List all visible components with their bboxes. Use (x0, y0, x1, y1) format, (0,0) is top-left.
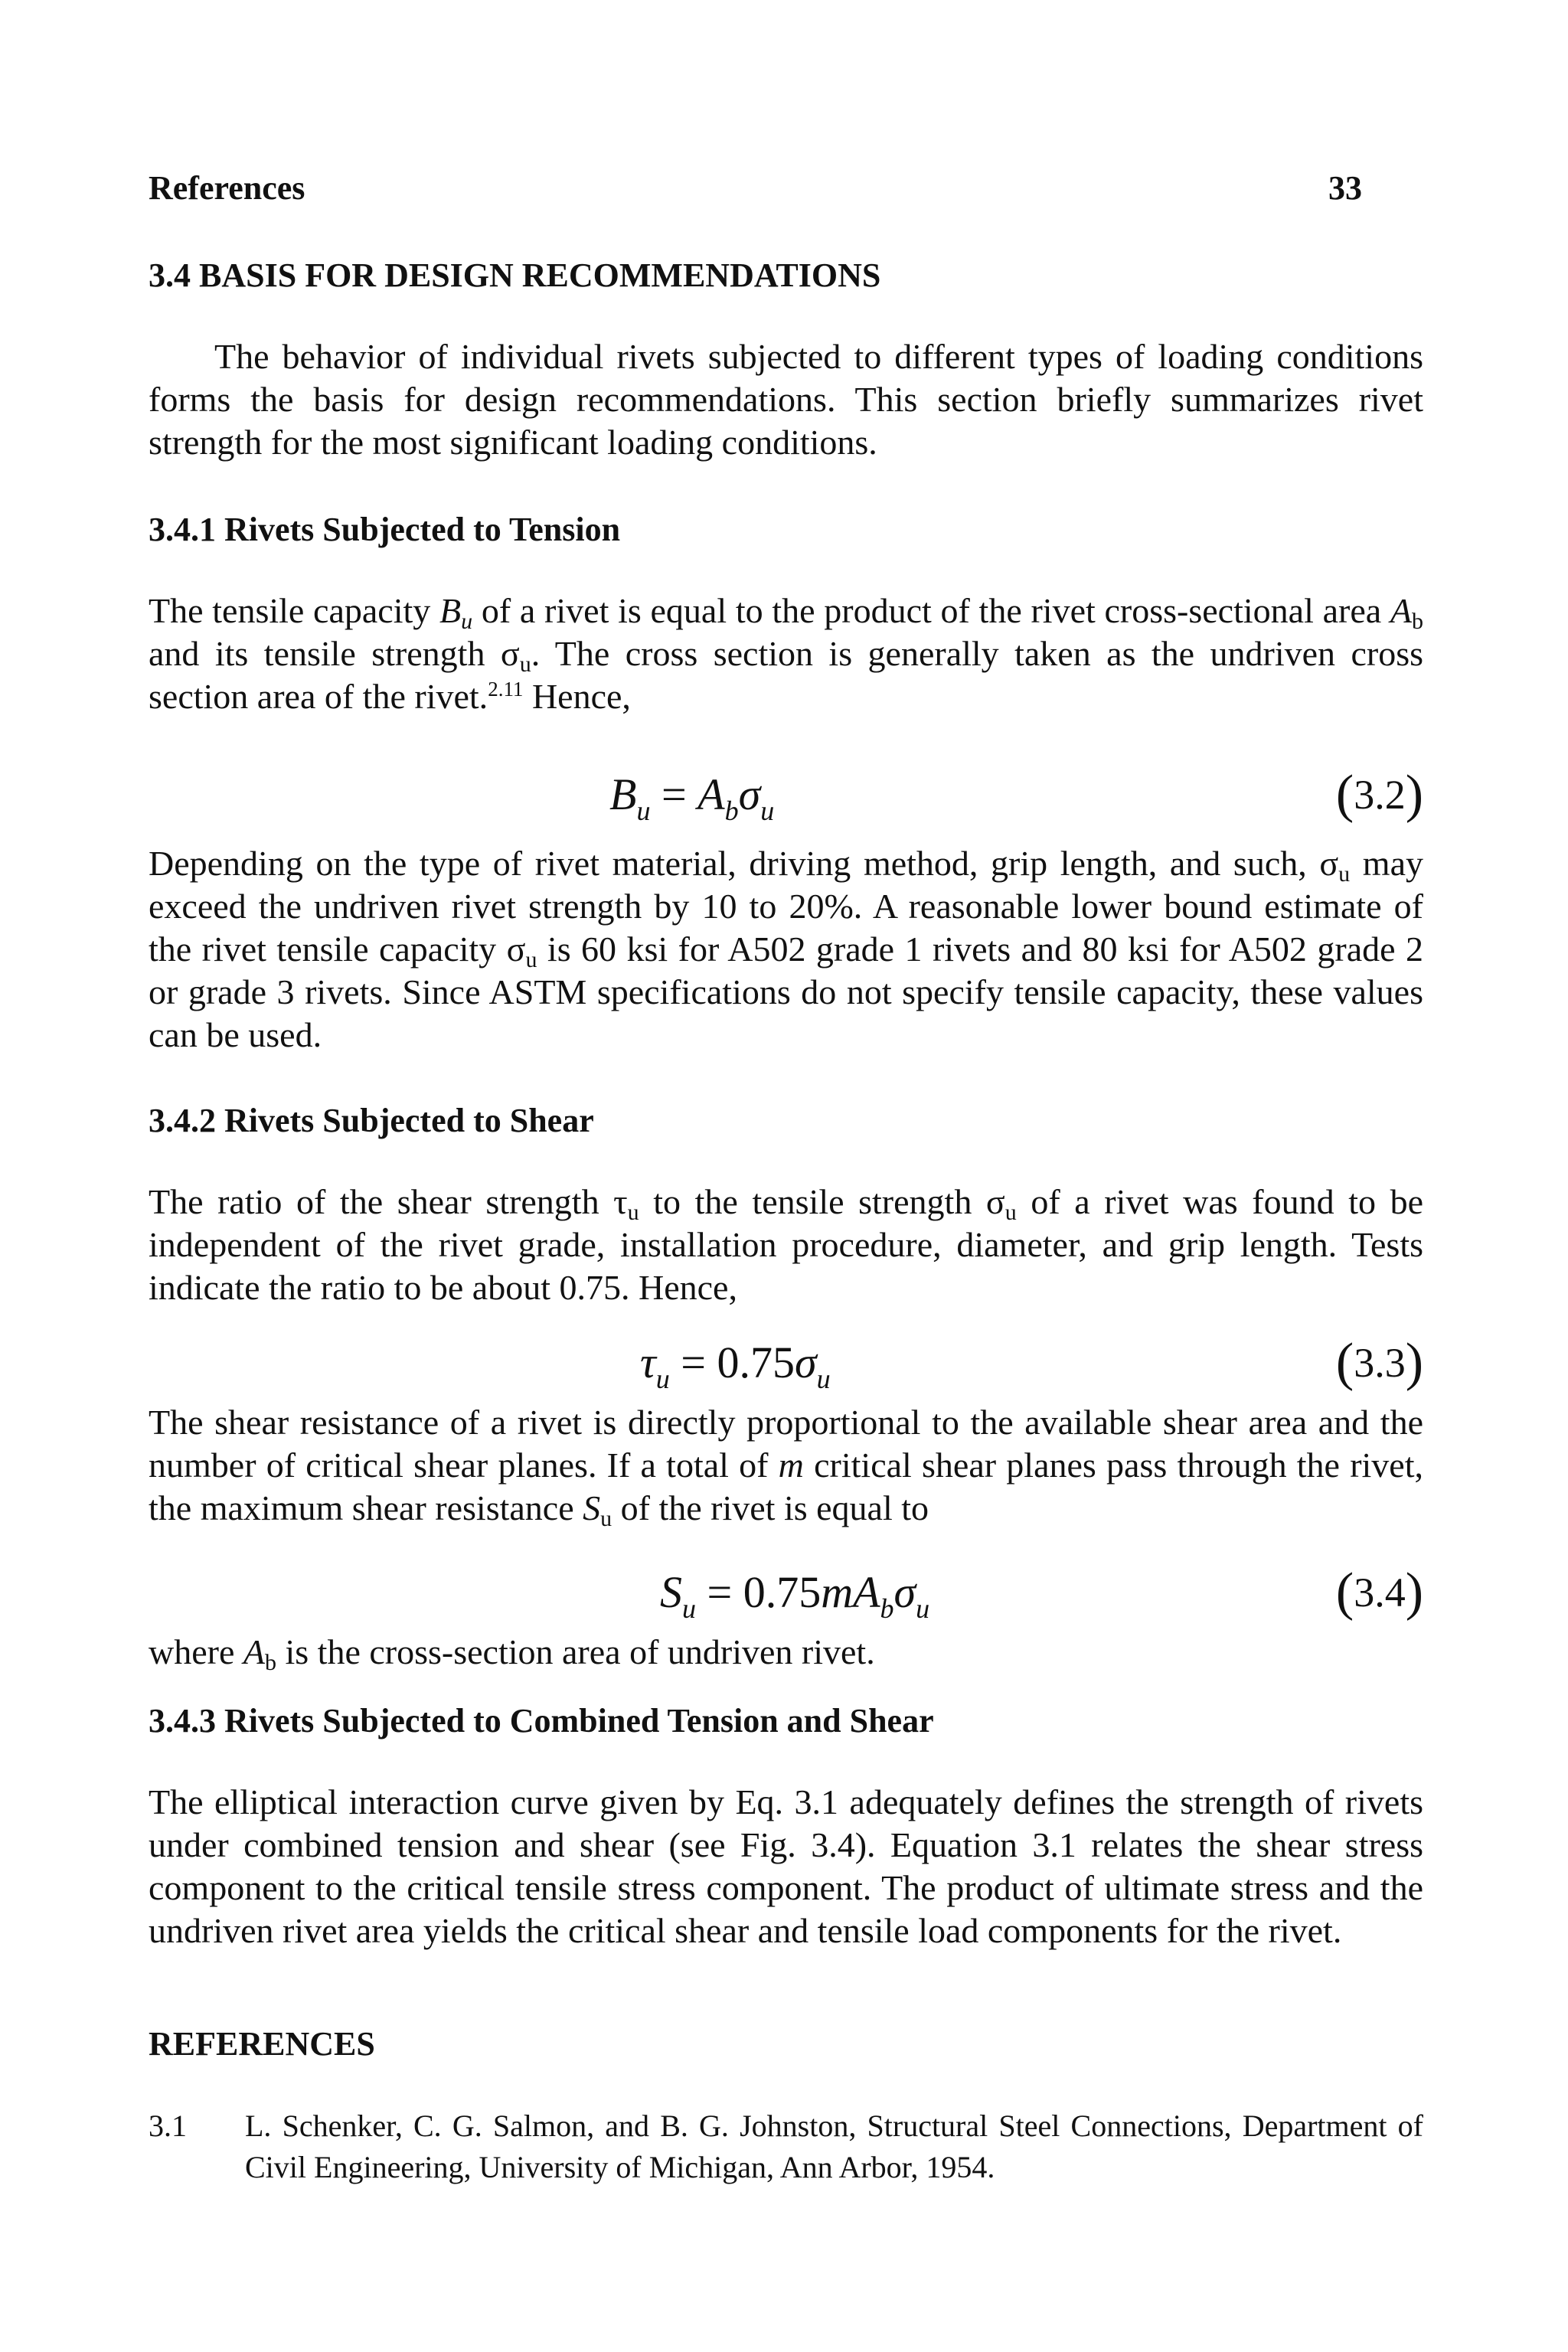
section-intro-paragraph: The behavior of individual rivets subjected to different types of loading conditions forms the basis for design recommendations. This section briefly summarizes rivet strength for the most significant loading conditions. (149, 337, 1423, 462)
subsection-heading-tension: 3.4.1 Rivets Subjected to Tension (149, 511, 621, 548)
equation-3-4 (149, 1560, 1423, 1625)
tension-paragraph-1: The tensile capacity Bu of a rivet is equal to the product of the rivet cross-sectional area Ab and its tensile strength σu. The cross section is generally taken as the undriven cross section area of the rivet.$^{2.11}$ Hence, (149, 591, 1424, 716)
subsection-heading-shear: 3.4.2 Rivets Subjected to Shear (149, 1102, 594, 1139)
equation-3-3-formula: $\tau_u = 0.75\sigma_u$ (640, 1338, 831, 1394)
shear-paragraph-3: where Ab is the cross-section area of undriven rivet. (149, 1632, 875, 1675)
reference-text: L. Schenker, C. G. Salmon, and B. G. Johnston, Structural Steel Connections, Department of Civil Engineering, University of Michigan, Ann Arbor, 1954. (245, 2109, 1423, 2184)
page-number: 33 (1328, 169, 1362, 207)
equation-3-4-formula: $S_u = 0.75mA_b\sigma_u$ (660, 1567, 930, 1624)
combined-paragraph: The elliptical interaction curve given by Eq. 3.1 adequately defines the strength of rivets under combined tension and shear (see Fig. 3.4). Equation 3.1 relates the shear stress component to the critical tensile stress component. The product of ultimate stress and the undriven rivet area yields the critical shear and tensile load components for the rivet. (149, 1782, 1423, 1950)
equation-3-2-formula: $B_u = A_b\sigma_u$ (609, 769, 775, 826)
book-page (149, 0, 1423, 2352)
equation-3-3-number: (3.3) (1335, 1333, 1423, 1392)
subsection-heading-combined: 3.4.3 Rivets Subjected to Combined Tension and Shear (149, 1702, 934, 1740)
shear-paragraph-1: The ratio of the shear strength τu to the tensile strength σu of a rivet was found to be independent of the rivet grade, installation procedure, diameter, and grip length. Tests indicate the ratio to be about 0.75. Hence, (149, 1182, 1423, 1307)
equation-3-4-number: (3.4) (1335, 1563, 1423, 1622)
equation-3-2-number: (3.2) (1335, 765, 1423, 824)
shear-paragraph-2: The shear resistance of a rivet is directly proportional to the available shear area and the number of critical shear planes. If a total of m critical shear planes pass through the rivet, the maximum shear resistance Su of the rivet is equal to (149, 1403, 1423, 1531)
tension-paragraph-2: Depending on the type of rivet material, driving method, grip length, and such, σu may exceed the undriven rivet strength by 10 to 20%. A reasonable lower bound estimate of the rivet tensile capacity σu is 60 ksi for A502 grade 1 rivets and 80 ksi for A502 grade 2 or grade 3 rivets. Since ASTM specifications do not specify tensile capacity, these values can be used. (149, 844, 1423, 1054)
running-head (149, 168, 1423, 208)
section-heading: 3.4 BASIS FOR DESIGN RECOMMENDATIONS (149, 256, 881, 294)
reference-number: 3.1 (149, 2109, 187, 2143)
running-head-title: References (149, 169, 305, 207)
citation-superscript: 2.11 (488, 678, 524, 701)
references-heading: REFERENCES (149, 2025, 375, 2063)
equation-3-2 (149, 763, 1423, 827)
equation-3-3 (149, 1331, 1423, 1395)
